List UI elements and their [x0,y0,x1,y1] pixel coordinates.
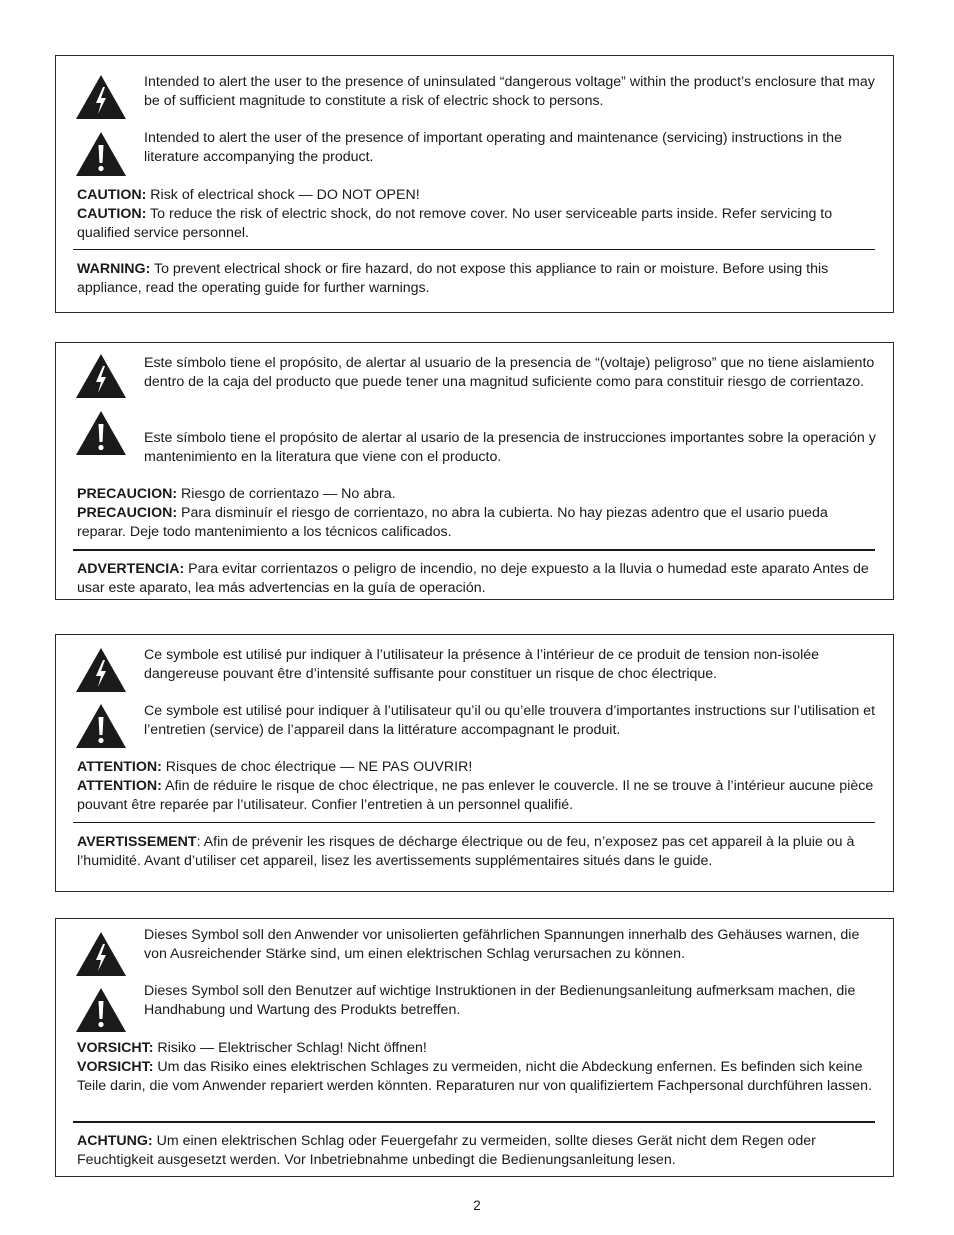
caution-label: CAUTION: [77,187,147,203]
exclamation-warning-icon [75,703,127,749]
caution-text: Risques de choc électrique — NE PAS OUVRIR! [161,759,473,775]
warning-paragraph [77,833,875,871]
warning-paragraph [77,260,875,298]
section-divider [73,249,875,250]
lightning-bolt-warning-icon [75,931,127,977]
caution-label: CAUTION: [77,206,147,222]
caution-text: Risk of electrical shock — DO NOT OPEN! [146,187,420,203]
attention-symbol-description: Intended to alert the user of the presence of important operating and maintenance (servicing) instructions in the literature accompanying the product. [144,130,842,165]
warning-text: Um einen elektrischen Schlag oder Feuergefahr zu vermeiden, sollte dieses Gerät nicht dem Regen oder Feuchtigkeit ausgesetzt werden. Vor Inbetriebnahme unbedingt die Bedienungsanleitung lesen. [77,1133,816,1168]
caution-paragraph [77,758,875,815]
safety-panel-german [55,918,894,1177]
section-divider [73,822,875,823]
warning-text: Para evitar corrientazos o peligro de incendio, no deje expuesto a la lluvia o humedad este aparato Antes de usar este aparato, lea más advertencias en la guía de operación. [77,561,869,596]
lightning-bolt-warning-icon [75,647,127,693]
warning-label: WARNING: [77,261,151,277]
lightning-bolt-warning-icon [75,353,127,399]
attention-symbol-description: Dieses Symbol soll den Benutzer auf wichtige Instruktionen in der Bedienungsanleitung aufmerksam machen, die Handhabung und Wartung des Produkts betreffen. [144,983,856,1018]
page-number: 2 [473,1198,481,1213]
caution-label: VORSICHT: [77,1059,154,1075]
caution-label: PRECAUCION: [77,486,178,502]
caution-label: ATTENTION: [77,778,162,794]
caution-text: Risiko — Elektrischer Schlag! Nicht öffnen! [153,1040,427,1056]
caution-label: VORSICHT: [77,1040,154,1056]
exclamation-warning-icon [75,410,127,456]
safety-panel-french [55,634,894,892]
caution-text: Para disminuír el riesgo de corrientazo, no abra la cubierta. No hay piezas adentro que el usario pueda reparar. Deje todo mantenimiento a los técnicos calificados. [77,505,828,540]
section-divider [73,549,875,551]
exclamation-warning-icon [75,131,127,177]
exclamation-warning-icon [75,987,127,1033]
voltage-symbol-description: Dieses Symbol soll den Anwender vor unisolierten gefährlichen Spannungen innerhalb des Gehäuses warnen, die von Ausreichender Stärke sind, um einen elektrischen Schlag verursachen zu können. [144,927,860,962]
safety-panel-english [55,55,894,313]
caution-label: ATTENTION: [77,759,162,775]
warning-label: ACHTUNG: [77,1133,153,1149]
voltage-symbol-description: Ce symbole est utilisé pur indiquer à l’utilisateur la présence à l’intérieur de ce produit de tension non-isolée dangereuse pouvant être d’intensité suffisante pour constituer un risque de choc électrique. [144,647,820,682]
caution-text: To reduce the risk of electric shock, do not remove cover. No user serviceable parts inside. Refer servicing to qualified service personnel. [77,206,833,241]
caution-text: Riesgo de corrientazo — No abra. [177,486,396,502]
section-divider [73,1121,875,1123]
attention-symbol-description: Este símbolo tiene el propósito de alertar al usario de la presencia de instrucciones importantes sobre la operación y mantenimiento en la literatura que viene con el producto. [144,430,876,465]
warning-label: AVERTISSEMENT [77,834,197,850]
warning-paragraph [77,1132,875,1170]
voltage-symbol-description: Intended to alert the user to the presence of uninsulated “dangerous voltage” within the product’s enclosure that may be of sufficient magnitude to constitute a risk of electric shock to persons. [144,74,875,109]
warning-label: ADVERTENCIA: [77,561,185,577]
caution-label: PRECAUCION: [77,505,178,521]
caution-paragraph [77,186,875,243]
caution-paragraph [77,1039,875,1096]
caution-text: Um das Risiko eines elektrischen Schlages zu vermeiden, nicht die Abdeckung enfernen. Es befinden sich keine Teile darin, die vom Anwender repariert werden könnten. Reparaturen nur von qualifiziertem Fachpersonal durchführen lassen. [77,1059,872,1094]
warning-text: To prevent electrical shock or fire hazard, do not expose this appliance to rain or moisture. Before using this appliance, read the operating guide for further warnings. [77,261,829,296]
safety-panel-spanish [55,342,894,600]
warning-paragraph [77,560,875,598]
attention-symbol-description: Ce symbole est utilisé pour indiquer à l’utilisateur qu’il ou qu’elle trouvera d’importantes instructions sur l’utilisation et l’entretien (service) de l’appareil dans la littérature accompagnant le produit. [144,703,876,738]
lightning-bolt-warning-icon [75,74,127,120]
caution-paragraph [77,485,875,542]
caution-text: Afin de réduire le risque de choc électrique, ne pas enlever le couvercle. Il ne se trouve à l’intérieur aucune pièce pouvant être reparée par l’utilisateur. Confier l’entretien à un personnel qualifié. [77,778,874,813]
voltage-symbol-description: Este símbolo tiene el propósito, de alertar al usuario de la presencia de “(voltaje) peligroso” que no tiene aislamiento dentro de la caja del producto que puede tener una magnitud suficiente como para constituir riesgo de corrientazo. [144,355,875,390]
warning-text: : Afin de prévenir les risques de décharge électrique ou de feu, n’exposez pas cet appareil à la pluie ou à l’humidité. Avant d’utiliser cet appareil, lisez les avertissements supplémentaires situés dans le guide. [77,834,855,869]
